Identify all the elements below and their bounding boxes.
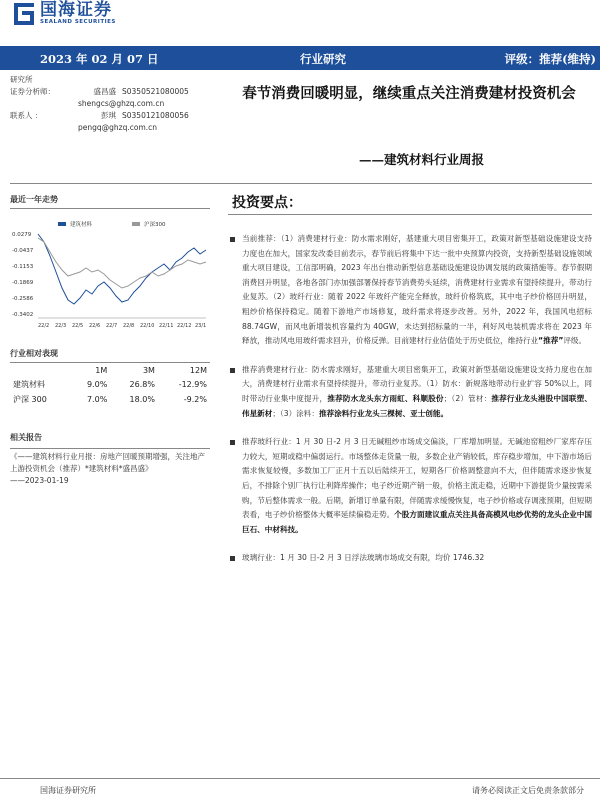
report-rating: 评级：推荐(维持) [504, 52, 596, 66]
divider [228, 214, 592, 215]
y-tick-label: -0.3402 [12, 312, 34, 318]
report-subtitle: ——建筑材料行业周报 [358, 152, 484, 167]
page-footer [0, 778, 600, 800]
performance-table [10, 363, 210, 407]
contact-email-row [10, 122, 210, 134]
legend-swatch-series-1 [132, 222, 140, 226]
x-tick-labels [38, 323, 206, 329]
x-tick-label: 23/1 [195, 323, 207, 329]
x-tick-label: 22/5 [72, 323, 84, 329]
analyst-info [10, 74, 210, 134]
point-item: 当前推荐：（1）消费建材行业：防水需求刚好，基建重大项目密集开工，政策对新型基础设施建设支持力度也在加大，国家发改委目前表示，春节前后将集中下达一批中央预算内投资，支持新型基础设施领域重大项目建设，工信部明确，2023 年出台推动新型信息基础设施建设协调发展的政策措施等。春节假期消费回升明显，各地各部门亦加强部署保持春节消费势头延续，消费建材行业需求有望持续提升，带动行业复苏。（2）玻纤行业：随着 2022 年玻纤产能完全释放，玻纤价格筑底，其中电子纱价格回升明显，粗纱价格保持稳定。随着下游地产市场修复，玻纤需求将逐步改善。另外，2022 年，我国风电招标 88.74GW，而风电新增装机容量约为 40GW，未达到招标量的一半，利好风电装机需求将在 2023 年释放，推动风电用玻纤需求回升，价格反弹。目前建材行业估值处于历史低位，维持行业“推荐”评级。 [228, 232, 592, 349]
performance-label: 行业相对表现 [10, 349, 58, 358]
header-bar [0, 46, 600, 70]
footer-left: 国海证券研究所 [40, 786, 96, 795]
x-tick-label: 22/10 [140, 323, 155, 329]
x-tick-label: 22/3 [55, 323, 67, 329]
legend-label-series-0: 建筑材料 [70, 222, 93, 228]
table-row: 沪深 300 7.0% 18.0% -9.2% [13, 395, 207, 404]
series-line-1 [38, 238, 206, 288]
y-tick-label: -0.0437 [12, 248, 34, 254]
y-tick-labels [12, 232, 34, 318]
report-date: 2023 年 02 月 07 日 [40, 52, 159, 66]
points-title: 投资要点： [232, 195, 302, 211]
x-tick-label: 22/12 [177, 323, 192, 329]
report-title: 春节消费回暖明显，继续重点关注消费建材投资机会 [242, 85, 576, 102]
related-report-link[interactable]: 《——建筑材料行业月报：房地产回暖预期增强，关注地产上游投资机会（推荐）*建筑材料*盛昌盛》 [10, 452, 205, 473]
related-reports [10, 432, 210, 487]
x-tick-label: 22/7 [106, 323, 118, 329]
brand-name-en: SEALAND SECURITIES [40, 19, 116, 25]
report-type: 行业研究 [300, 52, 346, 66]
point-item: 推荐消费建材行业：防水需求刚好，基建重大项目密集开工，政策对新型基础设施建设支持力度也在加大，消费建材行业需求有望持续提升，带动行业复苏。（1）防水：新规落地带动行业扩容 50%以上，同时带动行业集中度提升，推荐防水龙头东方雨虹、科顺股份；（2）管材：推荐行业龙头港股中国联塑、伟星新材；（3）涂料：推荐涂料行业龙头三棵树、亚士创能。 [228, 363, 592, 421]
point-item: 推荐玻纤行业：1 月 30 日-2 月 3 日无碱粗纱市场成交偏淡，厂库增加明显。无碱池窑粗纱厂家库存压力较大，短期或稳中偏弱运行。市场整体走货量一般，多数企业产销较低，库存稳步增加，中下游市场后需求恢复较慢，多数加工厂正月十五以后陆续开工，短期各厂价格调整意向不大，但伴随需求逐步恢复后，不排除个别厂执行让利降库操作；电子纱近期产销一般，价格主流走稳，近期中下游提货少量按需采购，节后整体需求一般。后期，新增订单量有限，伴随需求缓慢恢复，电子纱价格或存调涨预期，但短期表看，电子纱价格整体大概率延续偏稳走势。个股方面建议重点关注具备高模风电纱优势的龙头企业中国巨石、中材科技。 [228, 435, 592, 537]
related-label: 相关报告 [10, 433, 42, 442]
x-tick-label: 22/11 [159, 323, 174, 329]
investment-points [228, 232, 592, 580]
contact-email[interactable]: pengq@ghzq.com.cn [78, 123, 158, 132]
y-tick-label: -0.2586 [12, 296, 34, 302]
team-label: 研究所 [10, 75, 33, 84]
y-tick-label: -0.1869 [12, 280, 34, 286]
series-line-0 [38, 234, 206, 304]
x-tick-label: 22/8 [123, 323, 135, 329]
trend-chart [10, 212, 210, 332]
brand-name-cn: 国海证券 [40, 0, 112, 20]
footer-disclaimer: 请务必阅读正文后免责条款部分 [472, 786, 584, 795]
x-tick-label: 22/6 [89, 323, 101, 329]
contact-row: 联系人 ： 彭琪 S0350121080056 [10, 111, 189, 120]
logo-mark-icon [14, 3, 34, 25]
table-header-row: 1M 3M 12M [95, 365, 207, 375]
point-item: 玻璃行业：1 月 30 日-2 月 3 日浮法玻璃市场成交有限，均价 1746.32 [228, 551, 592, 566]
related-report-date: ——2023-01-19 [10, 476, 69, 485]
analyst-row: 证券分析师： 盛昌盛 S0350521080005 [10, 87, 189, 96]
brand-logo [14, 2, 116, 25]
legend-label-series-1: 沪深300 [144, 222, 166, 228]
x-tick-label: 22/2 [38, 323, 50, 329]
legend-swatch-series-0 [58, 222, 66, 226]
divider [10, 208, 210, 209]
table-row: 建筑材料 9.0% 26.8% -12.9% [13, 380, 207, 389]
trend-chart-svg [10, 212, 210, 332]
y-tick-label: -0.1153 [12, 264, 34, 270]
analyst-email[interactable]: shengcs@ghzq.com.cn [78, 99, 165, 108]
y-tick-label: 0.0279 [12, 232, 32, 238]
analyst-email-row [10, 98, 210, 110]
chart-label: 最近一年走势 [10, 195, 58, 204]
divider [10, 183, 592, 184]
